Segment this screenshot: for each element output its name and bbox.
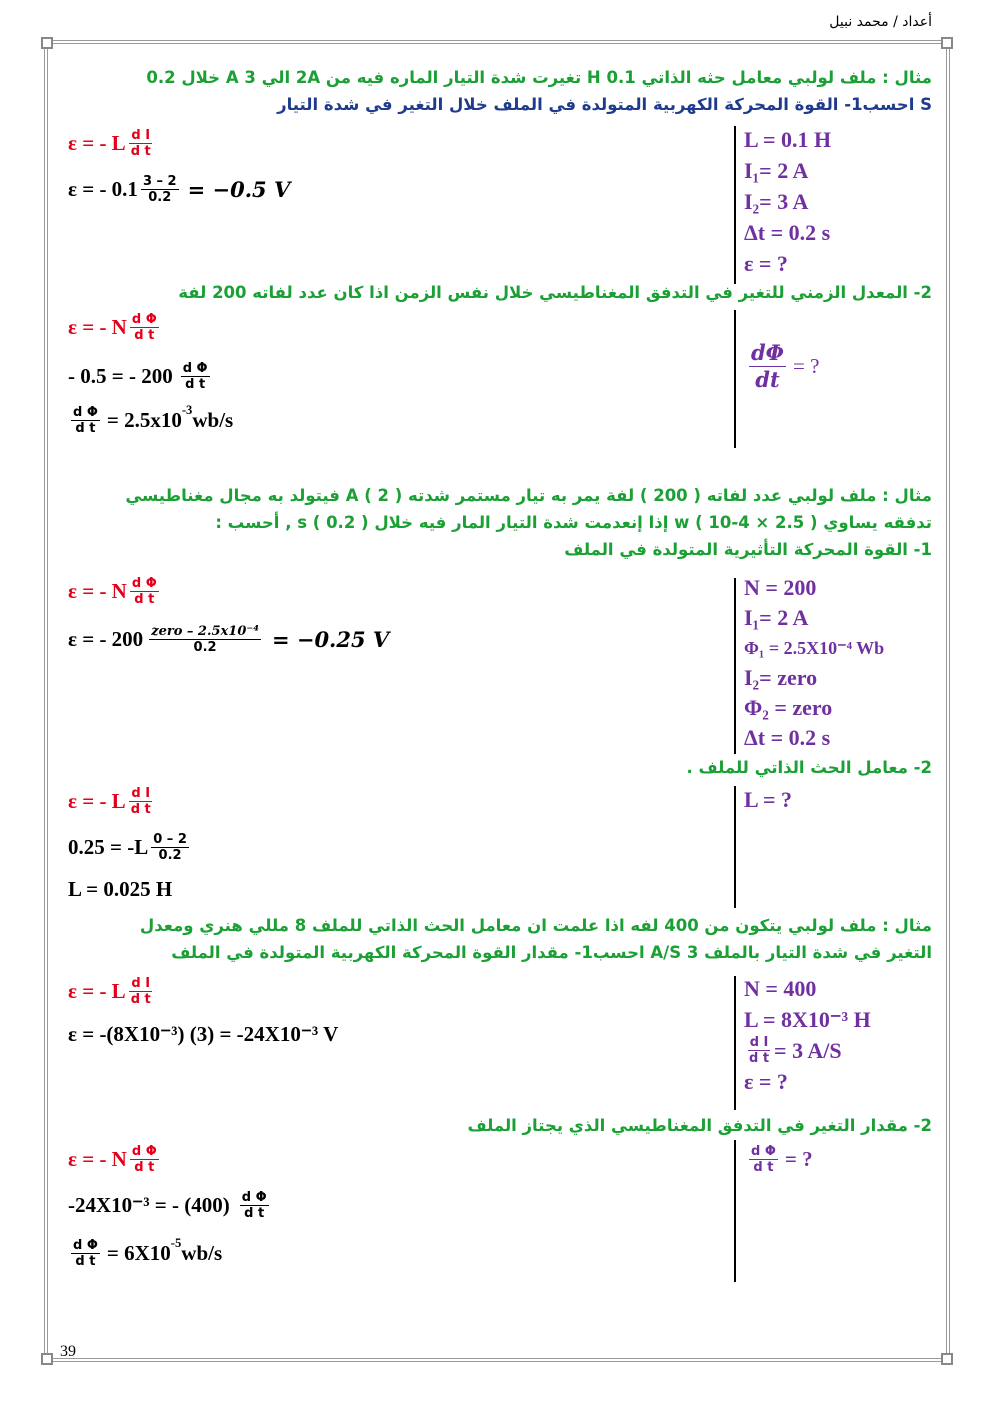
fraction-dphi-dt: $\frac{\text{d Φ}}{\text{d t}}$ xyxy=(182,361,208,392)
example1-line1: مثال : ملف لولبي معامل حثه الذاتي 0.1 H تغيرت شدة التيار الماره فيه من 2A الي 3 A خلال 0.2 xyxy=(146,68,932,87)
corner-ornament xyxy=(41,37,53,49)
ex3-formula: ε = - L $\frac{\text{d I}}{\text{d t}}$ xyxy=(68,976,151,1007)
example1-line2: S احسب1- القوة المحركة الكهربية المتولدة في الملف خلال التغير في شدة التيار xyxy=(277,95,932,114)
ex2-q2-result: L = 0.025 H xyxy=(68,877,173,901)
ex2-substitution: ε = - 200 $\frac{\text{zero – 2.5x10⁻⁴}}{0.2}$ = −0.25 V xyxy=(68,624,390,655)
ex1-q2-substitution: - 0.5 = - 200 $\frac{\text{d Φ}}{\text{d t}}$ xyxy=(68,361,208,392)
divider-line xyxy=(734,976,736,1110)
corner-ornament xyxy=(941,37,953,49)
fraction: $\frac{3 - 2}{0.2}$ xyxy=(142,174,177,205)
fraction-dphi-dt: $\frac{\text{d Φ}}{\text{d t}}$ xyxy=(73,1238,98,1269)
fraction-dI-dt: $\frac{\text{d I}}{\text{d t}}$ xyxy=(130,128,151,159)
example3-line2: التغير في شدة التيار بالملف 3 A/S احسب1- مقدار القوة المحركة الكهربية المتولدة في الملف xyxy=(171,943,932,962)
page-number: 39 xyxy=(60,1343,76,1360)
example2-q1: 1- القوة المحركة التأثيرية المتولدة في الملف xyxy=(564,540,932,559)
fraction-dphi-dt: $\frac{\text{d Φ}}{\text{d t}}$ xyxy=(131,1144,157,1175)
fraction: $\frac{0 - 2}{0.2}$ xyxy=(153,832,187,863)
ex2-q2-substitution: 0.25 = -L $\frac{0 - 2}{0.2}$ xyxy=(68,832,187,863)
divider-line xyxy=(734,786,736,908)
ex3-question2: 2- مقدار التغير في التدفق المغناطيسي الذي يجتاز الملف xyxy=(467,1116,932,1135)
divider-line xyxy=(734,578,736,754)
ex3-calculation: ε = -(8X10⁻³) (3) = -24X10⁻³ V xyxy=(68,1022,339,1046)
fraction-dphi-dt: $\frac{\text{d Φ}}{\text{d t}}$ xyxy=(131,576,157,607)
ex1-q2-result: $\frac{\text{d Φ}}{\text{d t}}$ = 2.5x10 $^{-3}$ wb/s xyxy=(73,403,234,436)
ex1-given-list: L = 0.1 H I₁= 2 A I₂= 3 A Δt = 0.2 s ε = ? xyxy=(744,127,832,276)
ex2-question2: 2- معامل الحث الذاتي للملف . xyxy=(686,758,932,777)
divider-line xyxy=(734,1140,736,1282)
fraction-dphi-dt: $\frac{\text{d Φ}}{\text{d t}}$ xyxy=(131,312,157,343)
example2-line1: مثال : ملف لولبي عدد لفاته ( 200 ) لفة يمر به تيار مستمر شدته A ( 2 ) فيتولد به مجال مغناطيسي xyxy=(125,486,932,505)
example1-statement xyxy=(62,64,932,118)
example3-statement xyxy=(62,912,932,966)
ex2-q2-given: L = ? xyxy=(744,787,792,812)
example2-statement xyxy=(62,482,932,563)
ex1-q2-formula: ε = - N $\frac{\text{d Φ}}{\text{d t}}$ xyxy=(68,312,157,343)
ex3-q2-formula: ε = - N $\frac{\text{d Φ}}{\text{d t}}$ xyxy=(68,1144,157,1175)
ex2-formula: ε = - N $\frac{\text{d Φ}}{\text{d t}}$ xyxy=(68,576,157,607)
ex2-given-list: N = 200 I₁= 2 A Φ₁ = 2.5X10⁻⁴ Wb I₂= zero Φ₂ = zero Δt = 0.2 s xyxy=(744,575,885,750)
ex1-q2-given: $\frac{d\Phi}{dt}$ = ? xyxy=(751,340,820,392)
corner-ornament xyxy=(941,1353,953,1365)
divider-line xyxy=(734,126,736,284)
ex1-formula-lhs: ε = - L xyxy=(68,131,126,155)
fraction-dI-dt: $\frac{\text{d I}}{\text{d t}}$ xyxy=(130,976,151,1007)
divider-line xyxy=(734,310,736,448)
ex3-given-list: N = 400 L = 8X10⁻³ H $\frac{\text{d I}}{\text{d t}}$ = 3 A/S ε = ? xyxy=(744,976,871,1094)
ex2-q2-formula: ε = - L $\frac{\text{d I}}{\text{d t}}$ xyxy=(68,786,151,817)
fraction-dphi-dt: $\frac{\text{d Φ}}{\text{d t}}$ xyxy=(73,405,98,436)
ex1-substitution: ε = - 0.1 $\frac{3 - 2}{0.2}$ = −0.5 V xyxy=(68,174,291,205)
fraction-dphi-dt: $\frac{\text{d Φ}}{\text{d t}}$ xyxy=(751,1144,776,1175)
fraction-dphi-dt: $\frac{\text{d Φ}}{\text{d t}}$ xyxy=(241,1190,267,1221)
fraction-dphi-dt: $\frac{d\Phi}{dt}$ xyxy=(751,340,784,392)
author-credit: أعداد / محمد نبيل xyxy=(829,14,932,30)
ex2-result: = −0.25 V xyxy=(271,627,390,652)
given-di-dt: $\frac{\text{d I}}{\text{d t}}$ = 3 A/S xyxy=(749,1035,842,1066)
corner-ornament xyxy=(41,1353,53,1365)
ex3-q2-result: $\frac{\text{d Φ}}{\text{d t}}$ = 6X10 $^{-5}$ wb/s xyxy=(73,1236,223,1269)
example2-line2: تدفقه يساوي w ( 10-4 × 2.5 ) إذا إنعدمت شدة التيار المار فيه خلال s ( 0.2 ) , أحسب : xyxy=(215,513,932,532)
ex3-q2-substitution: -24X10⁻³ = - (400) $\frac{\text{d Φ}}{\text{d t}}$ xyxy=(68,1190,267,1221)
ex1-question2: 2- المعدل الزمني للتغير في التدفق المغناطيسي خلال نفس الزمن اذا كان عدد لفاته 200 لفة xyxy=(178,283,932,302)
fraction: $\frac{\text{zero – 2.5x10⁻⁴}}{0.2}$ xyxy=(151,624,259,655)
fraction-dI-dt: $\frac{\text{d I}}{\text{d t}}$ xyxy=(749,1035,770,1066)
ex1-formula xyxy=(68,128,156,159)
fraction-dI-dt: $\frac{\text{d I}}{\text{d t}}$ xyxy=(130,786,151,817)
example3-line1: مثال : ملف لولبي يتكون من 400 لفه اذا علمت ان معامل الحث الذاتي للملف 8 مللي هنري ومعدل xyxy=(139,916,932,935)
ex3-q2-given: $\frac{\text{d Φ}}{\text{d t}}$ = ? xyxy=(751,1144,813,1175)
ex1-result: = −0.5 V xyxy=(187,177,291,202)
